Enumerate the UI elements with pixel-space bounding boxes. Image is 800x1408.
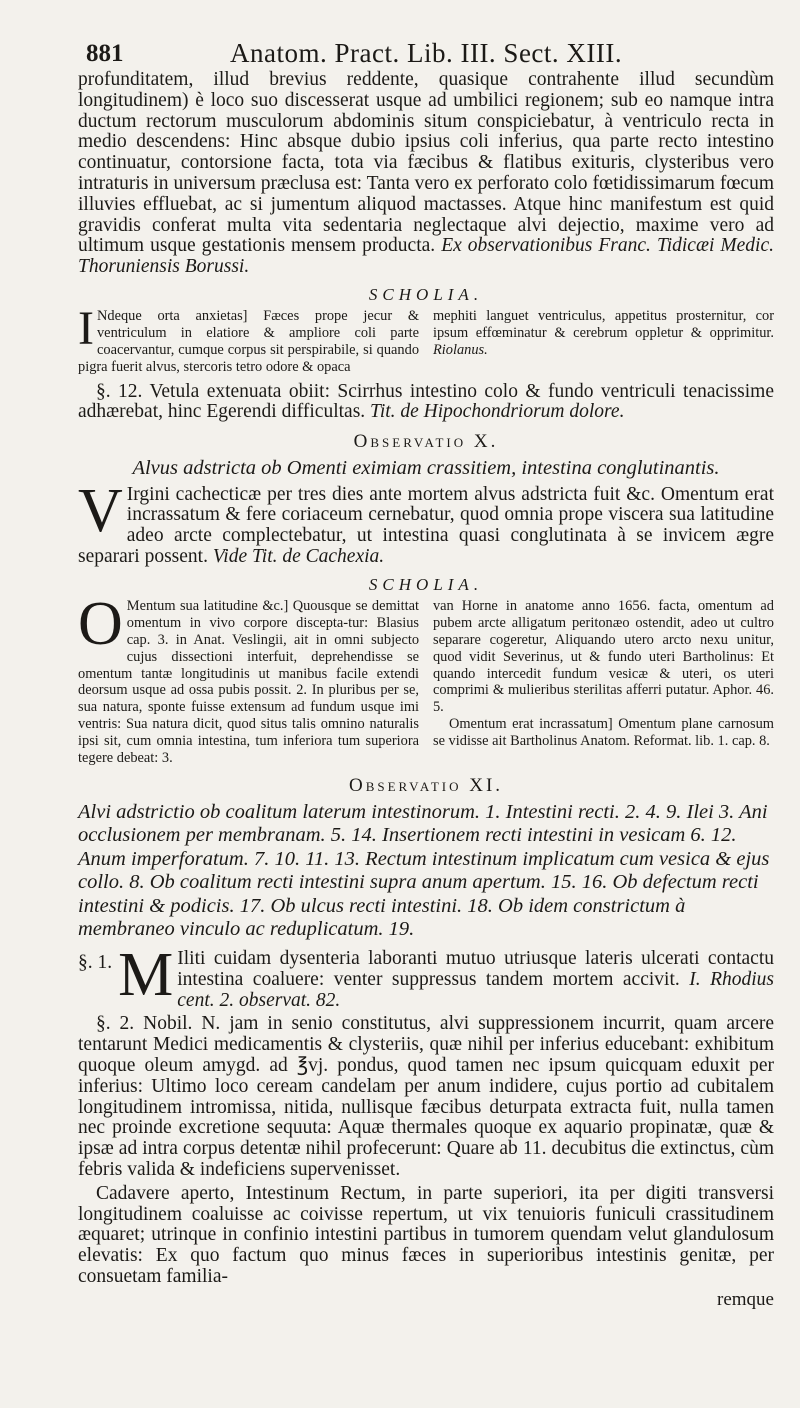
- source-citation: Vide Tit. de Cachexia.: [212, 546, 385, 568]
- catchword: remque: [717, 1288, 774, 1310]
- scholia-left-column: [78, 301, 420, 376]
- scholia-heading: SCHOLIA.: [368, 574, 484, 594]
- paragraph-text: §. 12. Vetula extenuata obiit: Scirrhus intestino colo & fundo ventriculi tenacissime adhærebat, hinc Egerendi difficultas.: [78, 380, 774, 423]
- scholia-right-column: [433, 308, 774, 376]
- source-citation: I. Rhodius cent. 2. observat. 82.: [177, 968, 774, 1011]
- page-header: [78, 34, 774, 70]
- observation-heading: Observatio X.: [353, 431, 499, 453]
- scholia-right-column: [433, 598, 774, 767]
- observation-title: Alvus adstricta ob Omenti eximiam crassitiem, intestina conglutinantis.: [132, 457, 720, 480]
- section-3-paragraph: Cadavere aperto, Intestinum Rectum, in parte superiori, ita per digiti transversi longitudinem coaluisse ac coivisse repertum, ut vix tenuioris funiculi crassitudinem æquaret; utrinque in confinio intestini partibus in tumorem quendam velut glandulosum elevatis: Ex quo factum quo minus fæces in superioribus intestinis genitæ, per consuetam familia-: [78, 1182, 774, 1287]
- paragraph-section-12: [78, 382, 774, 424]
- drop-cap: O: [78, 589, 123, 658]
- section-label: §. 1.: [78, 951, 113, 973]
- source-citation: Riolanus.: [432, 341, 488, 358]
- observation-paragraph: [78, 476, 774, 568]
- scholia-left-column: [78, 589, 420, 767]
- drop-cap: I: [78, 301, 94, 355]
- paragraph-text: profunditatem, illud brevius reddente, quasique contrahente illud secundùm longitudinem) è loco suo discesserat usque ad umbilici regionem; sub eo namque intra ductum rectorum musculorum abdominis situm conspiciebatur, à ventriculo recta in medio descendens: Hinc absque dubio ipsius coli inferius, qua parte recto intestino continuatur, contorsione facta, tota via fæcibus & flatibus exituris, clysteribus vero intraturis in universum præclusa est: Tanta vero ex perforato colo fœtidissimarum fœcum illuvies effluebat, ac si jumentum aliquod mactasses. Atque hinc manifestum est quid gravidis conferat multa vita sedentaria neglectaque alvi dejectio, maxime vero ad ultimum usque gestationis mensem producta.: [78, 69, 774, 257]
- section-1-paragraph: [78, 940, 774, 1011]
- scholia-text: mephiti languet ventriculus, appetitus prosternitur, cor ipsum effœminatur & cerebrum oppletur & opprimitur.: [432, 307, 774, 341]
- page-number: 881: [86, 40, 124, 67]
- scholia-text: Omentum erat incrassatum] Omentum plane carnosum se vidisse ait Bartholinus Anatom. Reformat. lib. 1. cap. 8.: [432, 716, 774, 750]
- source-citation: Ex observationibus Franc. Tidicæi Medic. Thoruniensis Borussi.: [78, 235, 774, 278]
- paragraph-text: Iliti cuidam dysenteria laboranti mutuo utriusque lateris ulcerati contactu intestina coaluere: venter suppressus tandem mortem accivit.: [177, 947, 774, 990]
- running-title: Anatom. Pract. Lib. III. Sect. XIII.: [230, 38, 623, 68]
- paragraph-text: Irgini cachecticæ per tres dies ante mortem alvus adstricta fuit &c. Omentum erat incrassatum & fere coriaceum cernebatur, quod omnia prope viscera sua latitudine adeo arcte complectebatur, ut intestina quasi conglutinata à se invicem ægre separari possent.: [78, 483, 774, 568]
- paragraph-continuation: [78, 70, 774, 278]
- drop-cap: V: [78, 476, 123, 545]
- observation-heading: Observatio XI.: [348, 774, 504, 796]
- scholia-text: Ndeque orta anxietas] Fæces prope jecur & ventriculum in elatiore & ampliore coli parte coacervantur, cumque corpus sit perspirabile, si quando pigra fuerit alvus, stercoris tetro odore & opaca: [78, 307, 420, 375]
- scholia-columns: [78, 301, 774, 376]
- scholia-heading: SCHOLIA.: [368, 284, 484, 304]
- section-2-paragraph: §. 2. Nobil. N. jam in senio constitutus, alvi suppressionem incurrit, quam arcere tentarunt Medici medicamentis & clysteriis, quæ nihil per inferius educebant: exhibitum quoque oleum amygd. ad ℥vj. pondus, quod tamen nec ipsum quicquam eduxit per inferius: Ultimo loco ceream candelam per anum indidere, cujus portio ad cubitalem longitudinem intromissa, nitida, nullisque fæcibus deturpata extracta fuit, nulla tamen nec proinde excretione sequuta: Aquæ thermales quoque ex aquario propinatæ, quæ & ipsæ ad intra corpus detentæ nihil profecerunt: Quare ab 11. decubitus die extinctus, cùm febris valida & indeficiens supervenisset.: [78, 1013, 774, 1180]
- observation-title: Alvi adstrictio ob coalitum laterum intestinorum. 1. Intestini recti. 2. 4. 9. Ilei 3. Ani occlusionem per membranam. 5. 14. Insertionem recti intestini in vesicam 6. 12. Anum imperforatum. 7. 10. 11. 13. Rectum intestinum implicatum cum vesica & ejus collo. 8. Ob coalitum recti intestini supra anum apertum. 15. 16. Ob defectum recti intestini & podicis. 17. Ob ulcus recti intestini. 18. Ob idem constrictum à membraneo vinculo ac reduplicatum. 19.: [78, 800, 770, 941]
- scholia-text: Mentum sua latitudine &c.] Quousque se demittat omentum in vivo corpore discepta-tur: Blasius cap. 3. in Anat. Veslingii, ait in omni subjecto cujus dissectioni interfuit, deprehendisse se omentum tantæ longitudinis ut manibus facile extendi deorsum usque ad ossa pubis possit. 2. In pluribus per se, sua natura, sponte fuisse extensum ad fundum usque imi ventris: Sua natura dicit, quod situs talis omnino naturalis ipsi sit, cum omnia intestina, tum inferiora tum superiora tegere debeat: 3.: [78, 597, 420, 767]
- drop-cap: M: [118, 940, 174, 1009]
- scholia-text: van Horne in anatome anno 1656. facta, omentum ad pubem arcte alligatum peritonæo ostendit, adeo ut cultro separare cogeretur, Aliquando utero arcto nexu unitur, quod vidit Severinus, ut & fundo uteri Bartholinus: Et quando intercedit fundum vesicæ & uteri, os uteri comprimi & mulieribus sterilitas afferri putatur. Aphor. 46. 5.: [432, 597, 774, 716]
- scholia-columns: [78, 589, 774, 767]
- source-citation: Tit. de Hipochondriorum dolore.: [370, 401, 625, 423]
